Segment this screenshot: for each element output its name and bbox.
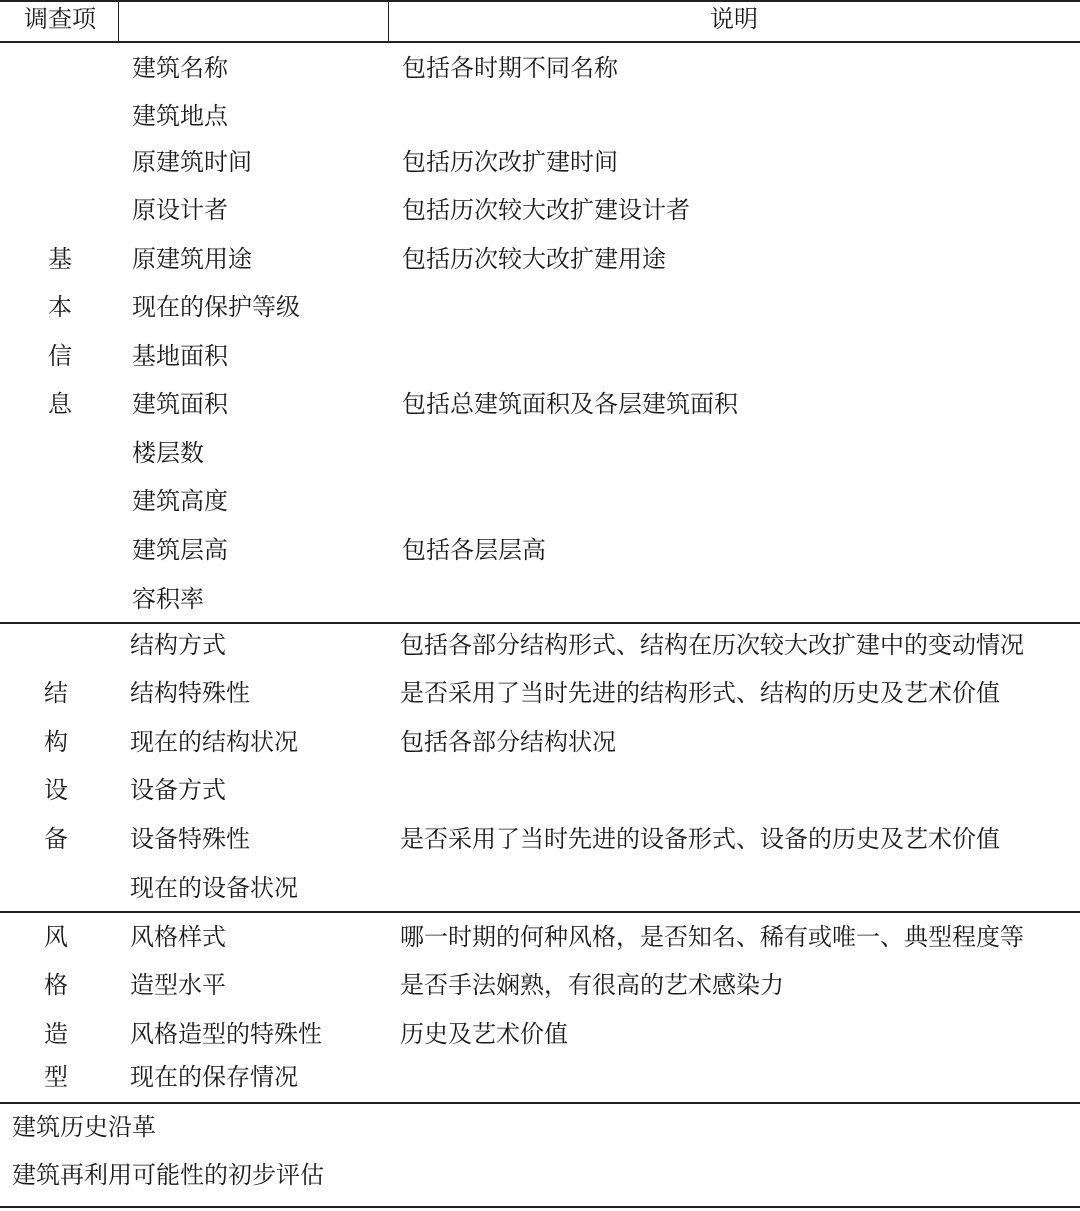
item-label: 结构特殊性 <box>130 679 250 707</box>
item-label: 现在的保存情况 <box>130 1063 298 1091</box>
item-label: 风格样式 <box>130 923 226 951</box>
item-desc: 是否采用了当时先进的结构形式、结构的历史及艺术价值 <box>400 679 1000 707</box>
item-label: 设备方式 <box>130 776 226 804</box>
header-bottom-rule <box>0 41 1080 43</box>
item-desc: 包括各层层高 <box>402 536 546 564</box>
table-bottom-rule <box>0 1206 1080 1208</box>
item-desc: 包括各部分结构状况 <box>400 728 616 756</box>
item-label: 现在的结构状况 <box>130 728 298 756</box>
item-label: 原建筑时间 <box>132 148 252 176</box>
item-label: 楼层数 <box>132 439 204 467</box>
item-desc: 历史及艺术价值 <box>400 1020 568 1048</box>
section-divider-rule <box>0 911 1080 913</box>
item-label: 结构方式 <box>130 631 226 659</box>
item-label: 现在的设备状况 <box>130 874 298 902</box>
item-label: 现在的保护等级 <box>132 293 300 321</box>
header-description: 说明 <box>710 5 758 33</box>
item-label: 原设计者 <box>132 196 228 224</box>
header-survey-item: 调查项 <box>24 5 96 33</box>
section-divider-rule <box>0 1102 1080 1104</box>
item-desc: 包括历次较大改扩建设计者 <box>402 196 690 224</box>
table-top-rule <box>0 0 1080 2</box>
item-desc: 是否手法娴熟，有很高的艺术感染力 <box>400 971 784 999</box>
item-label: 基地面积 <box>132 342 228 370</box>
item-label: 造型水平 <box>130 971 226 999</box>
item-label: 建筑名称 <box>132 54 228 82</box>
item-desc: 是否采用了当时先进的设备形式、设备的历史及艺术价值 <box>400 825 1000 853</box>
header-separator <box>388 0 389 41</box>
section-divider-rule <box>0 622 1080 624</box>
item-label: 风格造型的特殊性 <box>130 1020 322 1048</box>
item-label: 原建筑用途 <box>132 245 252 273</box>
item-label: 建筑高度 <box>132 487 228 515</box>
item-label: 设备特殊性 <box>130 825 250 853</box>
item-label: 容积率 <box>132 585 204 613</box>
header-separator <box>118 0 119 41</box>
item-desc: 包括历次改扩建时间 <box>402 148 618 176</box>
footer-row-reuse-assessment: 建筑再利用可能性的初步评估 <box>12 1161 324 1189</box>
item-label: 建筑地点 <box>132 102 228 130</box>
item-desc: 哪一时期的何种风格，是否知名、稀有或唯一、典型程度等 <box>400 923 1024 951</box>
item-desc: 包括各部分结构形式、结构在历次较大改扩建中的变动情况 <box>400 631 1024 659</box>
item-desc: 包括各时期不同名称 <box>402 54 618 82</box>
item-desc: 包括历次较大改扩建用途 <box>402 245 666 273</box>
item-label: 建筑层高 <box>132 536 228 564</box>
survey-table: 调查项 说明 基 本 信 息 建筑名称 包括各时期不同名称 建筑地点 原建筑时间 包括历次改扩建时间 原设计者 包括历次较大改扩建设计者 原建筑用途 包括历次较大改扩建用途 现在的保护等级 基地面积 建筑面积 包括总建筑面积及各层建筑面积 楼层数 建筑高度 建筑层高 包括各层层高 容积率 结 构 设 备 结构方式 包括各部分结构形式、结构在历次较大改扩建中的变动情况 结构特殊性 是否采用了当时先进的结构形式、结构的历史及艺术价值 现在的结构状况 包括各部分结构状况 设备方式 设备特殊性 是否采用了当时先进的设备形式、设备的历史及艺术价值 现在的设备状况 风 格 造 型 风格样式 哪一时期的何种风格，是否知名、稀有或唯一、典型程度等 造型水平 是否手法娴熟，有很高的艺术感染力 风格造型的特殊性 历史及艺术价值 现在的保存情况 建筑历史沿革 建筑再利用可能性的初步评估 <box>0 0 1080 1211</box>
footer-row-history: 建筑历史沿革 <box>12 1113 156 1141</box>
item-desc: 包括总建筑面积及各层建筑面积 <box>402 390 738 418</box>
item-label: 建筑面积 <box>132 390 228 418</box>
